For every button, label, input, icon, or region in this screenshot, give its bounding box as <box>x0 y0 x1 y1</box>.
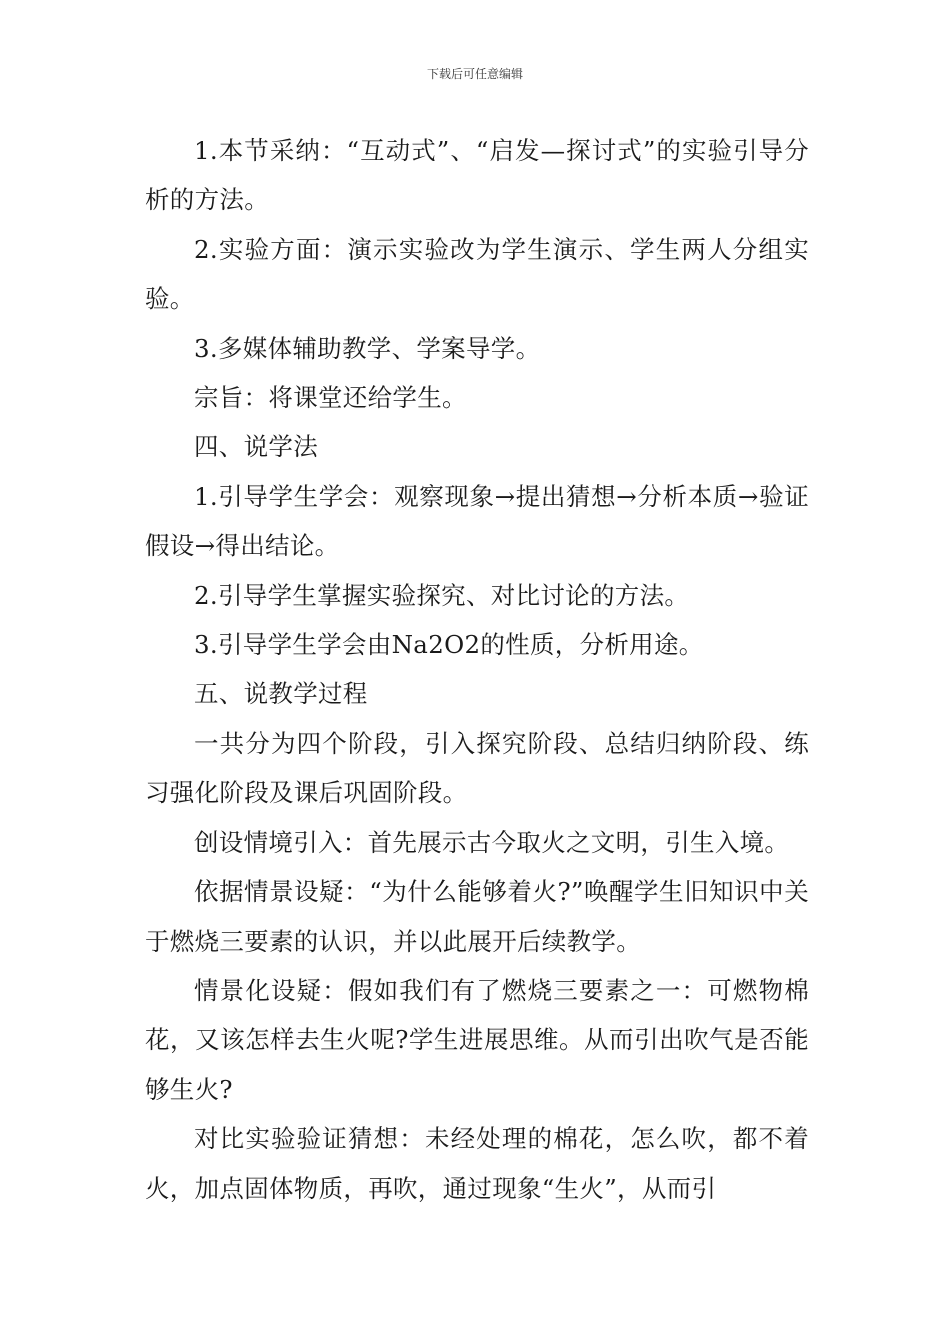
paragraph-teaching-method-3: 3.多媒体辅助教学、学案导学。 <box>194 333 541 363</box>
paragraph-learning-method-2: 2.引导学生掌握实验探究、对比讨论的方法。 <box>194 580 690 610</box>
paragraph-comparison-experiment: 对比实验验证猜想：未经处理的棉花，怎么吹，都不着火，加点固体物质，再吹，通过现象“生火”，从而引 <box>145 1124 809 1203</box>
paragraph-purpose: 宗旨：将课堂还给学生。 <box>194 383 467 413</box>
paragraph-teaching-method-2: 2.实验方面：演示实验改为学生演示、学生两人分组实验。 <box>145 234 809 314</box>
page-header: 下载后可任意编辑 <box>426 67 523 81</box>
paragraph-scenario-question: 依据情景设疑：“为什么能够着火?”唤醒学生旧知识中关于燃烧三要素的认识，并以此展开后续教学。 <box>145 877 809 956</box>
paragraph-teaching-method-1: 1.本节采纳：“互动式”、“启发—探讨式”的实验引导分析的方法。 <box>145 136 809 215</box>
section-heading-learning-method: 四、说学法 <box>194 432 318 462</box>
paragraph-learning-method-1: 1.引导学生学会：观察现象→提出猜想→分析本质→验证假设→得出结论。 <box>145 481 809 561</box>
section-heading-teaching-process: 五、说教学过程 <box>194 679 368 709</box>
paragraph-four-stages: 一共分为四个阶段，引入探究阶段、总结归纳阶段、练习强化阶段及课后巩固阶段。 <box>145 728 809 808</box>
document-body <box>145 126 809 1213</box>
paragraph-learning-method-3: 3.引导学生学会由Na2O2的性质，分析用途。 <box>194 630 704 660</box>
paragraph-scenario-intro: 创设情境引入：首先展示古今取火之文明，引生入境。 <box>194 827 790 857</box>
paragraph-scenario-inquiry: 情景化设疑：假如我们有了燃烧三要素之一：可燃物棉花，又该怎样去生火呢?学生进展思维。从而引出吹气是否能够生火? <box>145 975 809 1104</box>
